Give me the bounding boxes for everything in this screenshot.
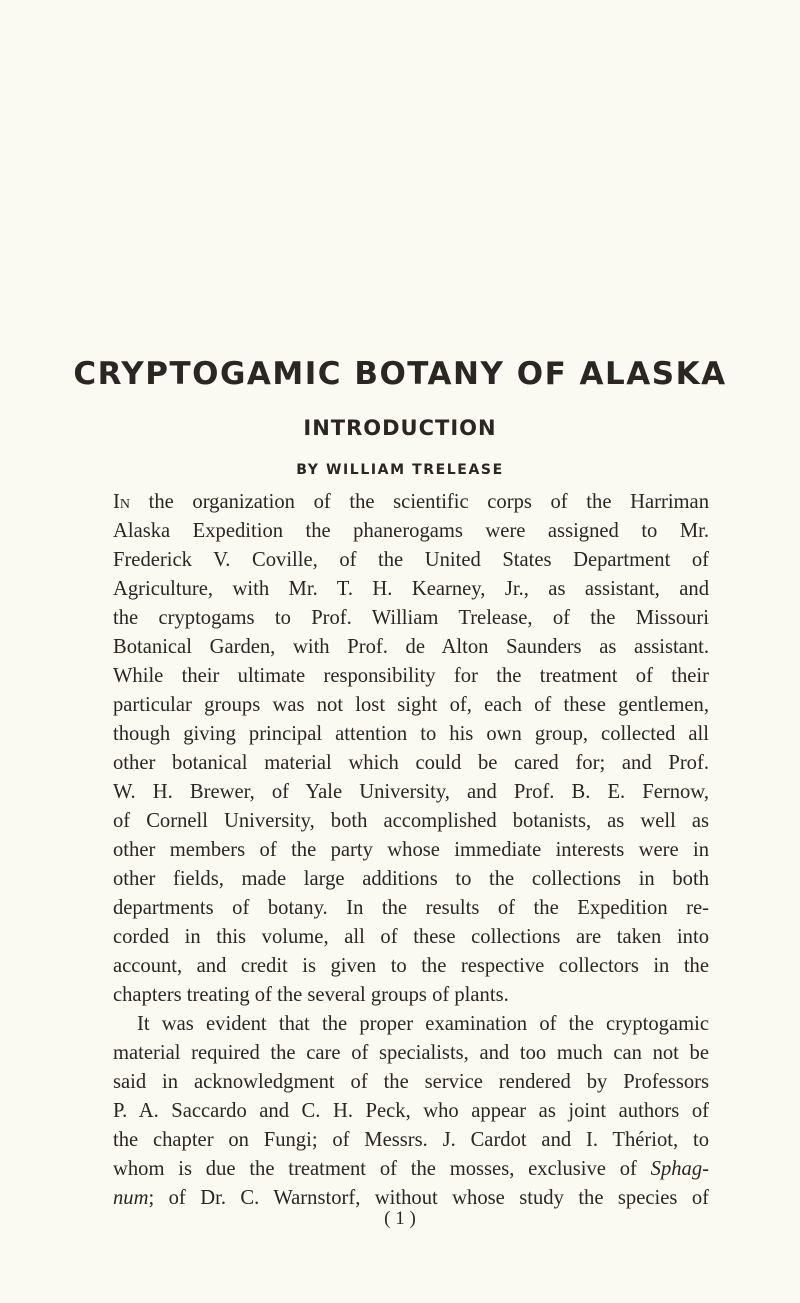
drop-word: In xyxy=(113,491,130,513)
text-line: While their ultimate responsibility for the treatment of their xyxy=(113,665,709,687)
page-title: CRYPTOGAMIC BOTANY OF ALASKA xyxy=(73,356,727,392)
italic-genus: Sphag- xyxy=(650,1158,709,1180)
text-line: the chapter on Fungi; of Messrs. J. Cardot and I. Thériot, to xyxy=(113,1129,709,1151)
page-number: ( 1 ) xyxy=(384,1208,416,1229)
text-line: said in acknowledgment of the service rendered by Professors xyxy=(113,1071,709,1093)
text-line: Alaska Expedition the phanerogams were assigned to Mr. xyxy=(113,520,709,542)
text-line: It was evident that the proper examination of the cryptogamic xyxy=(137,1013,709,1035)
text-line: other members of the party whose immediate interests were in xyxy=(113,839,709,861)
text-line: W. H. Brewer, of Yale University, and Prof. B. E. Fernow, xyxy=(113,781,709,803)
text-line: whom is due the treatment of the mosses, exclusive of Sphag- xyxy=(113,1158,709,1180)
text-line: account, and credit is given to the respective collectors in the xyxy=(113,955,709,977)
text-line: of Cornell University, both accomplished botanists, as well as xyxy=(113,810,709,832)
text-line: though giving principal attention to his own group, collected all xyxy=(113,723,709,745)
author-byline: BY WILLIAM TRELEASE xyxy=(296,462,504,478)
text-line: Botanical Garden, with Prof. de Alton Saunders as assistant. xyxy=(113,636,709,658)
text-line: chapters treating of the several groups of plants. xyxy=(113,984,509,1006)
italic-genus: num xyxy=(113,1187,149,1209)
text-line: other botanical material which could be cared for; and Prof. xyxy=(113,752,709,774)
text-line: particular groups was not lost sight of, each of these gentlemen, xyxy=(113,694,709,716)
text-line: Frederick V. Coville, of the United States Department of xyxy=(113,549,709,571)
text-line: In the organization of the scientific corps of the Harriman xyxy=(113,491,709,513)
text-line: corded in this volume, all of these collections are taken into xyxy=(113,926,709,948)
text-line: Agriculture, with Mr. T. H. Kearney, Jr., as assistant, and xyxy=(113,578,709,600)
section-heading: INTRODUCTION xyxy=(303,416,497,440)
text-line: the cryptogams to Prof. William Trelease, of the Missouri xyxy=(113,607,709,629)
text-line: other fields, made large additions to the collections in both xyxy=(113,868,709,890)
text-line: material required the care of specialists, and too much can not be xyxy=(113,1042,709,1064)
text-line: num; of Dr. C. Warnstorf, without whose study the species of xyxy=(113,1187,709,1209)
text-line: P. A. Saccardo and C. H. Peck, who appear as joint authors of xyxy=(113,1100,709,1122)
text-line: departments of botany. In the results of the Expedition re- xyxy=(113,897,709,919)
